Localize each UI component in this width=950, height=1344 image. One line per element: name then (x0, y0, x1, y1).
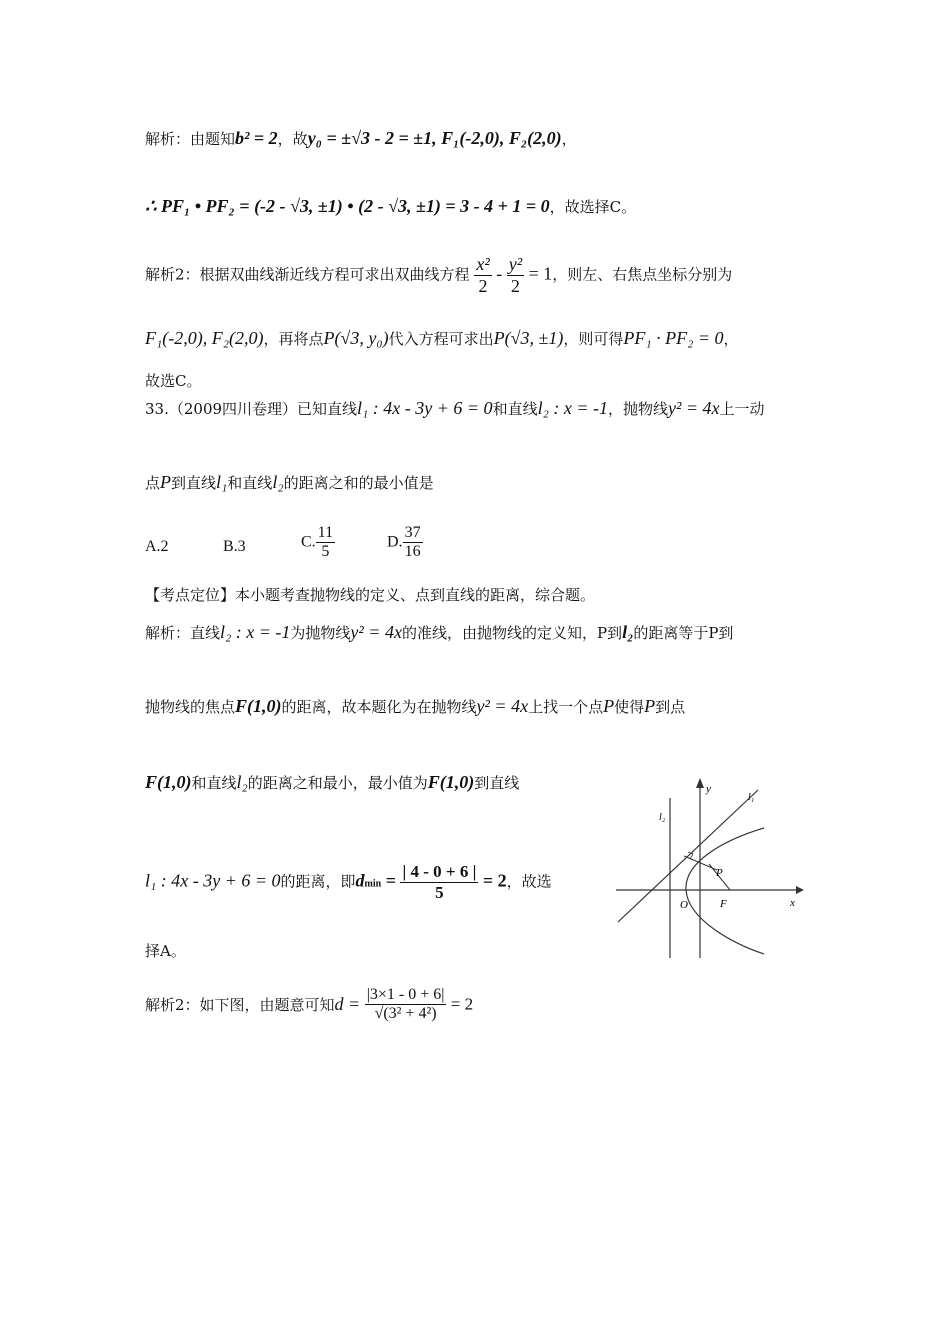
text-segment: 点 (145, 474, 161, 492)
fraction-numerator: y² (508, 254, 523, 274)
formula-l2: l₂ (272, 472, 284, 492)
text-segment: ，抛物线 (607, 400, 668, 418)
text-segment: 到直线 (474, 774, 520, 792)
option-label: C. (301, 533, 316, 551)
solution-label: 解析：由题知 (145, 130, 236, 148)
formula-parabola: y² = 4x (350, 622, 402, 642)
formula-directrix: l₂ : x = -1 (220, 622, 291, 642)
text-segment: ，则可得 (563, 330, 624, 348)
answer-c-line (145, 370, 201, 391)
option-a: A.2 (145, 538, 169, 555)
origin-label: O (680, 899, 688, 911)
formula-point-p-solved: P(√3, ±1) (493, 328, 564, 348)
problem-number: 33.（2009四川卷理）已知直线 (145, 400, 358, 418)
fraction-denominator: √(3² + 4²) (374, 1005, 437, 1022)
formula-parabola: y² = 4x (476, 696, 529, 716)
y-axis-arrow (696, 778, 704, 788)
text-segment: ，故选择C。 (549, 198, 637, 216)
formula-d: d (355, 870, 365, 891)
formula-d: d = (334, 994, 365, 1014)
text-segment: ， (561, 130, 577, 148)
point-p-label: P (716, 867, 723, 879)
text-segment: 的距离，故本题化为在抛物线 (281, 698, 477, 716)
formula-foci: F₁(-2,0), F₂(2,0) (145, 328, 264, 348)
equals-one: = 1 (524, 263, 553, 284)
formula-dot-product: ∴ PF₁ • PF₂ = (-2 - √3, ±1) • (2 - √3, ±1) = 3 - 4 + 1 = 0 (145, 196, 550, 216)
text-segment: 的距离等于P到 (633, 624, 734, 642)
formula-point-p: P(√3, y₀) (323, 328, 389, 348)
text-segment: 解析2：如下图，由题意可知 (145, 996, 335, 1014)
fraction-numerator: 37 (404, 524, 421, 541)
text-segment: 和直线 (191, 774, 237, 792)
fraction-x2-over-2 (474, 254, 491, 297)
parabola-figure (612, 762, 812, 962)
answer-options (145, 524, 545, 572)
formula-line-l1: l₁ : 4x - 3y + 6 = 0 (357, 398, 493, 418)
solution2-33-line (145, 986, 473, 1023)
formula-line-l1: l₁ : 4x - 3y + 6 = 0 (145, 870, 281, 891)
fraction-denominator: 2 (478, 276, 488, 296)
text-segment: ，再将点 (263, 330, 324, 348)
solution2-line-2 (145, 328, 739, 349)
fraction-denominator: 2 (510, 276, 520, 296)
x-axis-arrow (796, 886, 804, 894)
problem-33-line-2 (145, 472, 434, 493)
text-segment: 到直线 (171, 474, 217, 492)
formula-p: P (160, 472, 172, 492)
fraction-numerator: x² (476, 254, 490, 274)
formula-b-squared: b² = 2 (235, 128, 278, 148)
option-c (301, 524, 335, 561)
formula-p: P (644, 696, 656, 716)
formula-p: P (603, 696, 615, 716)
topic-note (145, 584, 595, 605)
solution-33-line-2 (145, 696, 685, 717)
l1-label: l₁ (748, 792, 755, 803)
text-segment: 的距离之和最小，最小值为 (247, 774, 428, 792)
text-segment: 为抛物线 (290, 624, 351, 642)
equals-sign: = (381, 870, 401, 891)
fraction-denominator: 5 (321, 543, 330, 560)
fraction-numerator: | 4 - 0 + 6 | (402, 862, 477, 881)
focus-label: F (720, 898, 727, 910)
fraction-numerator: 11 (317, 524, 334, 541)
text-segment: ，故选 (506, 872, 552, 891)
l2-label: l₂ (659, 812, 666, 823)
formula-focus: F(1,0) (427, 772, 475, 792)
y-label: y (706, 783, 711, 795)
text-segment: 的准线，由抛物线的定义知，P到 (401, 624, 623, 642)
solution-line-2 (145, 196, 636, 217)
solution2-line-1 (145, 254, 732, 297)
formula-line-l2: l₂ : x = -1 (537, 398, 608, 418)
text-segment: 的距离，即 (280, 872, 356, 891)
solution-33-line-4 (145, 862, 552, 903)
text-segment: 使得 (614, 698, 645, 716)
solution-33-line-1 (145, 622, 733, 643)
formula-l2-bold: l₂ (622, 622, 634, 642)
text-segment: 的距离之和的最小值是 (283, 474, 434, 492)
text-segment: ， (723, 330, 739, 348)
fraction-denominator: 5 (435, 883, 444, 902)
distance-fraction (400, 862, 478, 903)
text-segment: 上找一个点 (528, 698, 604, 716)
formula-y0-foci: y₀ = ±√3 - 2 = ±1, F₁(-2,0), F₂(2,0) (307, 128, 562, 148)
text-segment: 解析2：根据双曲线渐近线方程可求出双曲线方程 (145, 265, 470, 284)
option-label: D. (387, 533, 403, 551)
line-l1 (618, 790, 758, 922)
text-segment: 代入方程可求出 (388, 330, 494, 348)
text-segment: ，故 (277, 130, 308, 148)
text-segment: ，则左、右焦点坐标分别为 (552, 265, 733, 284)
solution-33-line-3 (145, 772, 519, 793)
minus-sign: - (491, 263, 507, 284)
text-segment: 抛物线的焦点 (145, 698, 236, 716)
fraction-y2-over-2 (507, 254, 524, 297)
solution-line-1 (145, 128, 577, 149)
distance-fraction-2 (365, 986, 447, 1023)
text-segment: 和直线 (492, 400, 538, 418)
formula-l1: l₁ (216, 472, 228, 492)
formula-focus: F(1,0) (145, 772, 192, 792)
answer-a-line (145, 940, 186, 961)
option-b: B.3 (223, 538, 246, 555)
formula-parabola: y² = 4x (667, 398, 720, 418)
x-label: x (790, 897, 795, 909)
text-segment: 解析：直线 (145, 624, 221, 642)
formula-l2: l₂ (236, 772, 248, 792)
option-d (387, 524, 423, 561)
problem-33-line-1 (145, 398, 765, 419)
fraction-denominator: 16 (404, 543, 421, 560)
text-segment: 和直线 (227, 474, 273, 492)
text-segment: 到点 (655, 698, 686, 716)
result: = 2 (478, 870, 507, 891)
text-segment: 择A。 (145, 942, 186, 960)
text-segment: 上一动 (719, 400, 765, 418)
subscript-min: min (364, 878, 382, 890)
formula-pf-product: PF₁ · PF₂ = 0 (623, 328, 724, 348)
text-segment: 【考点定位】本小题考查抛物线的定义、点到直线的距离，综合题。 (145, 586, 596, 604)
text-segment: 故选C。 (145, 372, 202, 390)
fraction-numerator: |3×1 - 0 + 6| (366, 986, 445, 1003)
result: = 2 (446, 994, 474, 1014)
formula-focus: F(1,0) (235, 696, 282, 716)
